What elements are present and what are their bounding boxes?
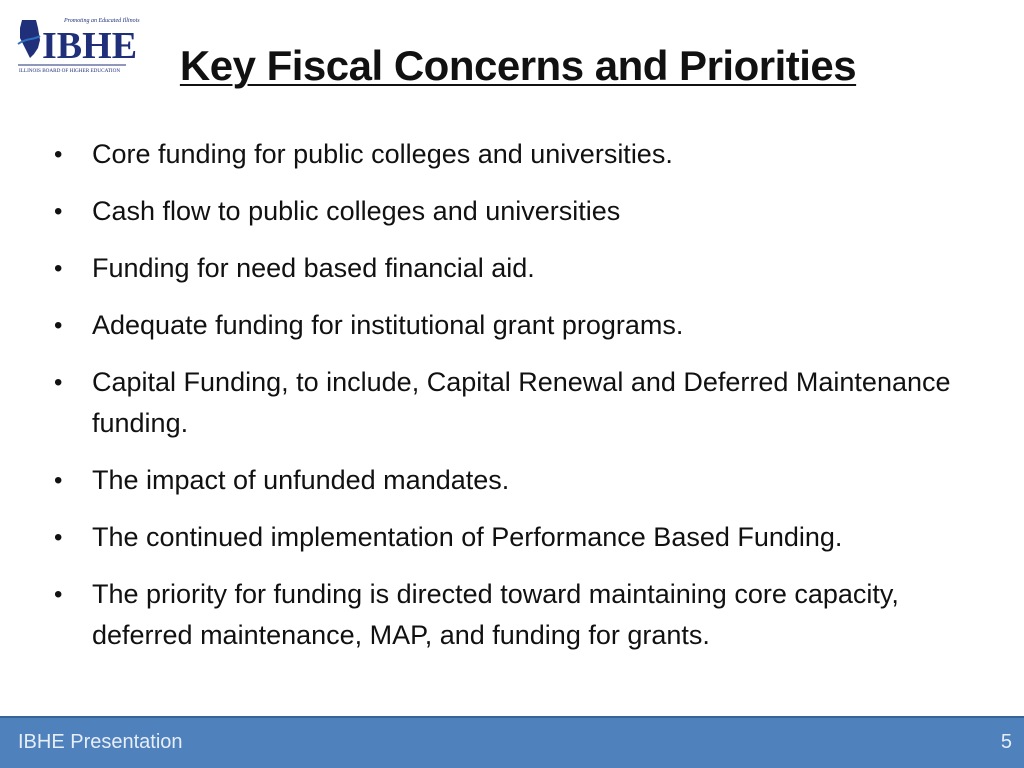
svg-text:ILLINOIS BOARD OF HIGHER EDUCA: ILLINOIS BOARD OF HIGHER EDUCATION bbox=[19, 68, 121, 74]
bullet-item bbox=[52, 248, 992, 289]
bullet-marker: • bbox=[54, 524, 63, 551]
bullet-list bbox=[52, 134, 992, 672]
bullet-item bbox=[52, 517, 992, 558]
bullet-text: Funding for need based financial aid. bbox=[92, 253, 535, 283]
slide-title: Key Fiscal Concerns and Priorities bbox=[179, 42, 857, 89]
bullet-item bbox=[52, 305, 992, 346]
bullet-text: The priority for funding is directed toward maintaining core capacity, deferred maintenance, MAP, and funding for grants. bbox=[92, 579, 899, 650]
bullet-item bbox=[52, 191, 992, 232]
footer-presentation-label: IBHE Presentation bbox=[18, 731, 183, 753]
bullet-text: Cash flow to public colleges and universities bbox=[92, 196, 621, 226]
bullet-marker: • bbox=[54, 581, 63, 608]
bullet-item bbox=[52, 362, 992, 444]
bullet-text: The continued implementation of Performance Based Funding. bbox=[92, 522, 843, 552]
bullet-marker: • bbox=[54, 255, 63, 282]
bullet-item bbox=[52, 574, 992, 656]
bullet-marker: • bbox=[54, 141, 63, 168]
svg-text:Promoting an Educated Illinois: Promoting an Educated Illinois bbox=[64, 18, 140, 24]
bullet-text: Adequate funding for institutional grant programs. bbox=[92, 310, 684, 340]
bullet-marker: • bbox=[54, 369, 63, 396]
page-number: 5 bbox=[1000, 731, 1012, 753]
bullet-item bbox=[52, 460, 992, 501]
slide-footer bbox=[0, 716, 1024, 768]
bullet-text: Capital Funding, to include, Capital Renewal and Deferred Maintenance funding. bbox=[92, 367, 951, 438]
bullet-marker: • bbox=[54, 467, 63, 494]
bullet-item bbox=[52, 134, 992, 175]
bullet-text: The impact of unfunded mandates. bbox=[92, 465, 510, 495]
bullet-marker: • bbox=[54, 198, 63, 225]
bullet-marker: • bbox=[54, 312, 63, 339]
svg-text:IBHE: IBHE bbox=[42, 25, 138, 67]
bullet-text: Core funding for public colleges and universities. bbox=[92, 139, 673, 169]
